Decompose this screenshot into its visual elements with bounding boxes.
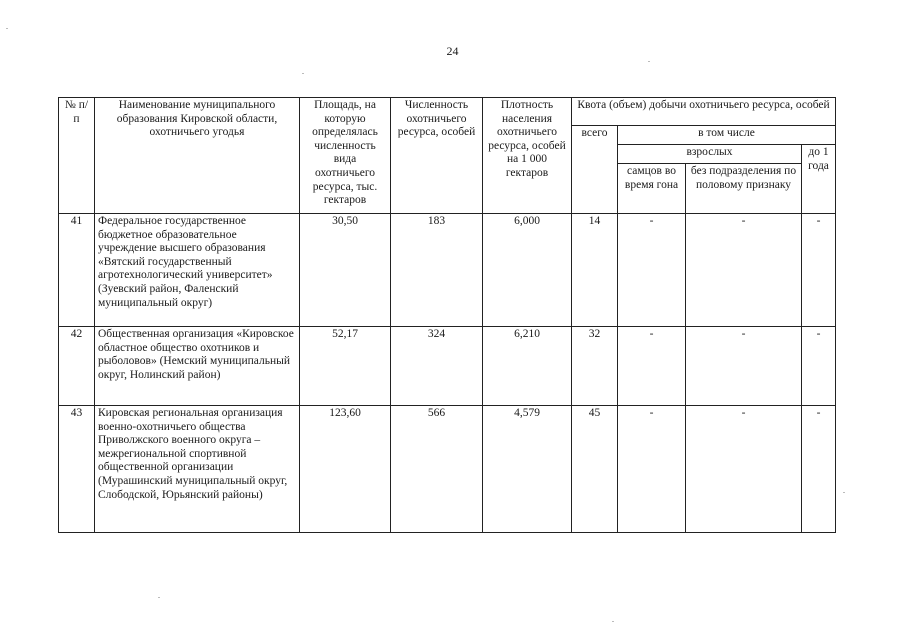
cell-total: 45 [572,406,618,533]
cell-males: - [618,406,686,533]
scan-speck [158,597,160,598]
table-row [59,327,836,406]
header-row [59,98,836,126]
scan-speck [302,73,304,74]
page-number: 24 [446,44,459,58]
cell-area: 30,50 [300,214,391,327]
header-area: Площадь, на которую определялась численность вида охотничьего ресурса, тыс. гектаров [300,98,391,214]
cell-num: 41 [59,214,95,327]
cell-name: Федеральное государственное бюджетное образовательное учреждение высшего образования «Вятский государственный агротехнологический университет» (Зуевский район, Фаленский муниципальный округ) [95,214,300,327]
table-row [59,406,836,533]
cell-under1: - [802,327,836,406]
cell-nosex: - [686,214,802,327]
cell-total: 14 [572,214,618,327]
header-density: Плотность населения охотничьего ресурса, особей на 1 000 гектаров [483,98,572,214]
scan-speck [843,492,845,493]
cell-males: - [618,327,686,406]
quota-table [58,97,836,533]
cell-count: 324 [391,327,483,406]
cell-name: Общественная организация «Кировское областное общество охотников и рыболовов» (Немский муниципальный округ, Нолинский район) [95,327,300,406]
cell-area: 123,60 [300,406,391,533]
header-total: всего [572,126,618,214]
cell-count: 183 [391,214,483,327]
header-adults: взрослых [618,145,802,164]
cell-males: - [618,214,686,327]
cell-count: 566 [391,406,483,533]
cell-under1: - [802,214,836,327]
cell-num: 42 [59,327,95,406]
header-under1: до 1 года [802,145,836,214]
cell-density: 6,210 [483,327,572,406]
cell-density: 4,579 [483,406,572,533]
cell-nosex: - [686,327,802,406]
cell-area: 52,17 [300,327,391,406]
scan-speck [648,61,650,62]
cell-total: 32 [572,327,618,406]
header-count: Численность охотничьего ресурса, особей [391,98,483,214]
cell-under1: - [802,406,836,533]
header-including: в том числе [618,126,836,145]
header-name: Наименование муниципального образования Кировской области, охотничьего угодья [95,98,300,214]
header-num: № п/п [59,98,95,214]
scan-speck [6,28,8,29]
table-row [59,214,836,327]
cell-num: 43 [59,406,95,533]
cell-name: Кировская региональная организация военно-охотничьего общества Приволжского военного округа – межрегиональной спортивной общественной организации (Мурашинский муниципальный округ, Слободской, Юрьянский районы) [95,406,300,533]
header-quota: Квота (объем) добычи охотничьего ресурса, особей [572,98,836,126]
header-nosex: без подразделения по половому признаку [686,164,802,214]
cell-density: 6,000 [483,214,572,327]
cell-nosex: - [686,406,802,533]
scan-speck [612,621,614,622]
header-males: самцов во время гона [618,164,686,214]
